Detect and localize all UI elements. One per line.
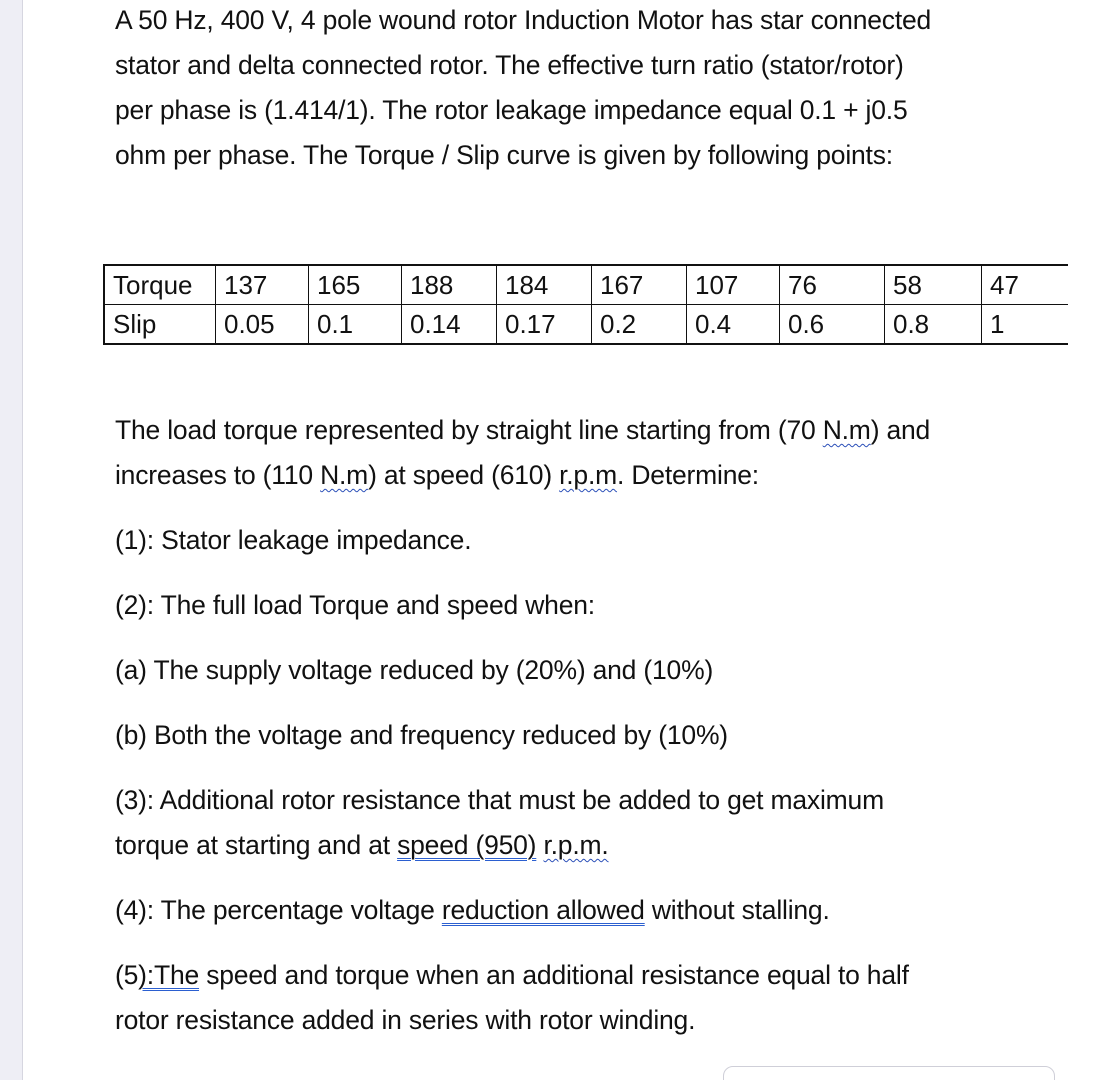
table-row-torque <box>104 265 1068 305</box>
torque-cell: 165 <box>309 265 402 305</box>
slip-cell: 0.1 <box>309 305 402 345</box>
question-4 <box>115 888 1065 933</box>
question-text: (4): The percentage voltage <box>115 895 442 925</box>
torque-cell: 58 <box>885 265 982 305</box>
spell-check-rpm[interactable]: r.p.m <box>559 460 618 490</box>
question-2: (2): The full load Torque and speed when: <box>115 590 595 620</box>
load-and-questions <box>115 408 1065 1043</box>
question-text: speed and torque when an additional resistance equal to half <box>199 960 909 990</box>
problem-statement <box>115 0 1065 178</box>
document-page <box>23 0 1102 1080</box>
paragraph-spacer <box>115 933 1065 953</box>
document-left-margin <box>0 0 23 1080</box>
slip-cell: 0.8 <box>885 305 982 345</box>
load-text: The load torque represented by straight line starting from (70 <box>115 415 823 445</box>
question-text: without stalling. <box>644 895 830 925</box>
load-text: . Determine: <box>617 460 759 490</box>
load-text: ) and <box>870 415 931 445</box>
paragraph-spacer <box>115 563 1065 583</box>
torque-cell: 76 <box>780 265 885 305</box>
intro-line-2: stator and delta connected rotor. The effective turn ratio (stator/rotor) <box>115 50 904 80</box>
load-text: increases to (110 <box>115 460 321 490</box>
torque-cell: 188 <box>402 265 497 305</box>
spell-check-unit[interactable]: N.m <box>822 415 871 445</box>
intro-line-3: per phase is (1.414/1). The rotor leakage impedance equal 0.1 + j0.5 <box>115 95 908 125</box>
spell-check-unit[interactable]: N.m <box>320 460 369 490</box>
slip-cell: 1 <box>982 305 1069 345</box>
question-2b: (b) Both the voltage and frequency reduced by (10%) <box>115 720 728 750</box>
paragraph-spacer <box>115 498 1065 518</box>
grammar-check-speed[interactable]: speed (950) <box>397 830 537 860</box>
question-5-line-2: rotor resistance added in series with rotor winding. <box>115 1005 696 1035</box>
grammar-check-the[interactable]: ):The <box>138 960 200 990</box>
torque-cell: 107 <box>687 265 780 305</box>
table-row-slip <box>104 305 1068 345</box>
torque-cell: 137 <box>216 265 309 305</box>
slip-cell: 0.05 <box>216 305 309 345</box>
slip-cell: 0.17 <box>497 305 592 345</box>
question-3-line-1: (3): Additional rotor resistance that must be added to get maximum <box>115 785 884 815</box>
torque-slip-table <box>103 264 1068 345</box>
intro-line-1: A 50 Hz, 400 V, 4 pole wound rotor Induction Motor has star connected <box>115 5 932 35</box>
paragraph-spacer <box>115 868 1065 888</box>
question-1: (1): Stator leakage impedance. <box>115 525 472 555</box>
slip-cell: 0.6 <box>780 305 885 345</box>
torque-cell: 184 <box>497 265 592 305</box>
slip-row-header: Slip <box>104 305 216 345</box>
question-text: torque at starting and at <box>115 830 398 860</box>
slip-cell: 0.2 <box>592 305 687 345</box>
intro-line-4: ohm per phase. The Torque / Slip curve is given by following points: <box>115 140 893 170</box>
grammar-check-reduction[interactable]: reduction allowed <box>441 895 645 925</box>
torque-cell: 167 <box>592 265 687 305</box>
paragraph-spacer <box>115 628 1065 648</box>
floating-panel-edge <box>723 1066 1055 1080</box>
load-line-1 <box>115 408 1065 453</box>
question-2a: (a) The supply voltage reduced by (20%) and (10%) <box>115 655 714 685</box>
question-3-line-2 <box>115 823 1065 868</box>
question-5-line-1 <box>115 953 1065 998</box>
slip-cell: 0.4 <box>687 305 780 345</box>
torque-row-header: Torque <box>113 270 193 300</box>
load-text: ) at speed (610) <box>368 460 560 490</box>
spell-check-rpm[interactable]: r.p.m. <box>543 830 609 860</box>
torque-cell: 47 <box>982 265 1069 305</box>
paragraph-spacer <box>115 693 1065 713</box>
load-line-2 <box>115 453 1065 498</box>
question-text: (5 <box>115 960 139 990</box>
paragraph-spacer <box>115 758 1065 778</box>
slip-cell: 0.14 <box>402 305 497 345</box>
